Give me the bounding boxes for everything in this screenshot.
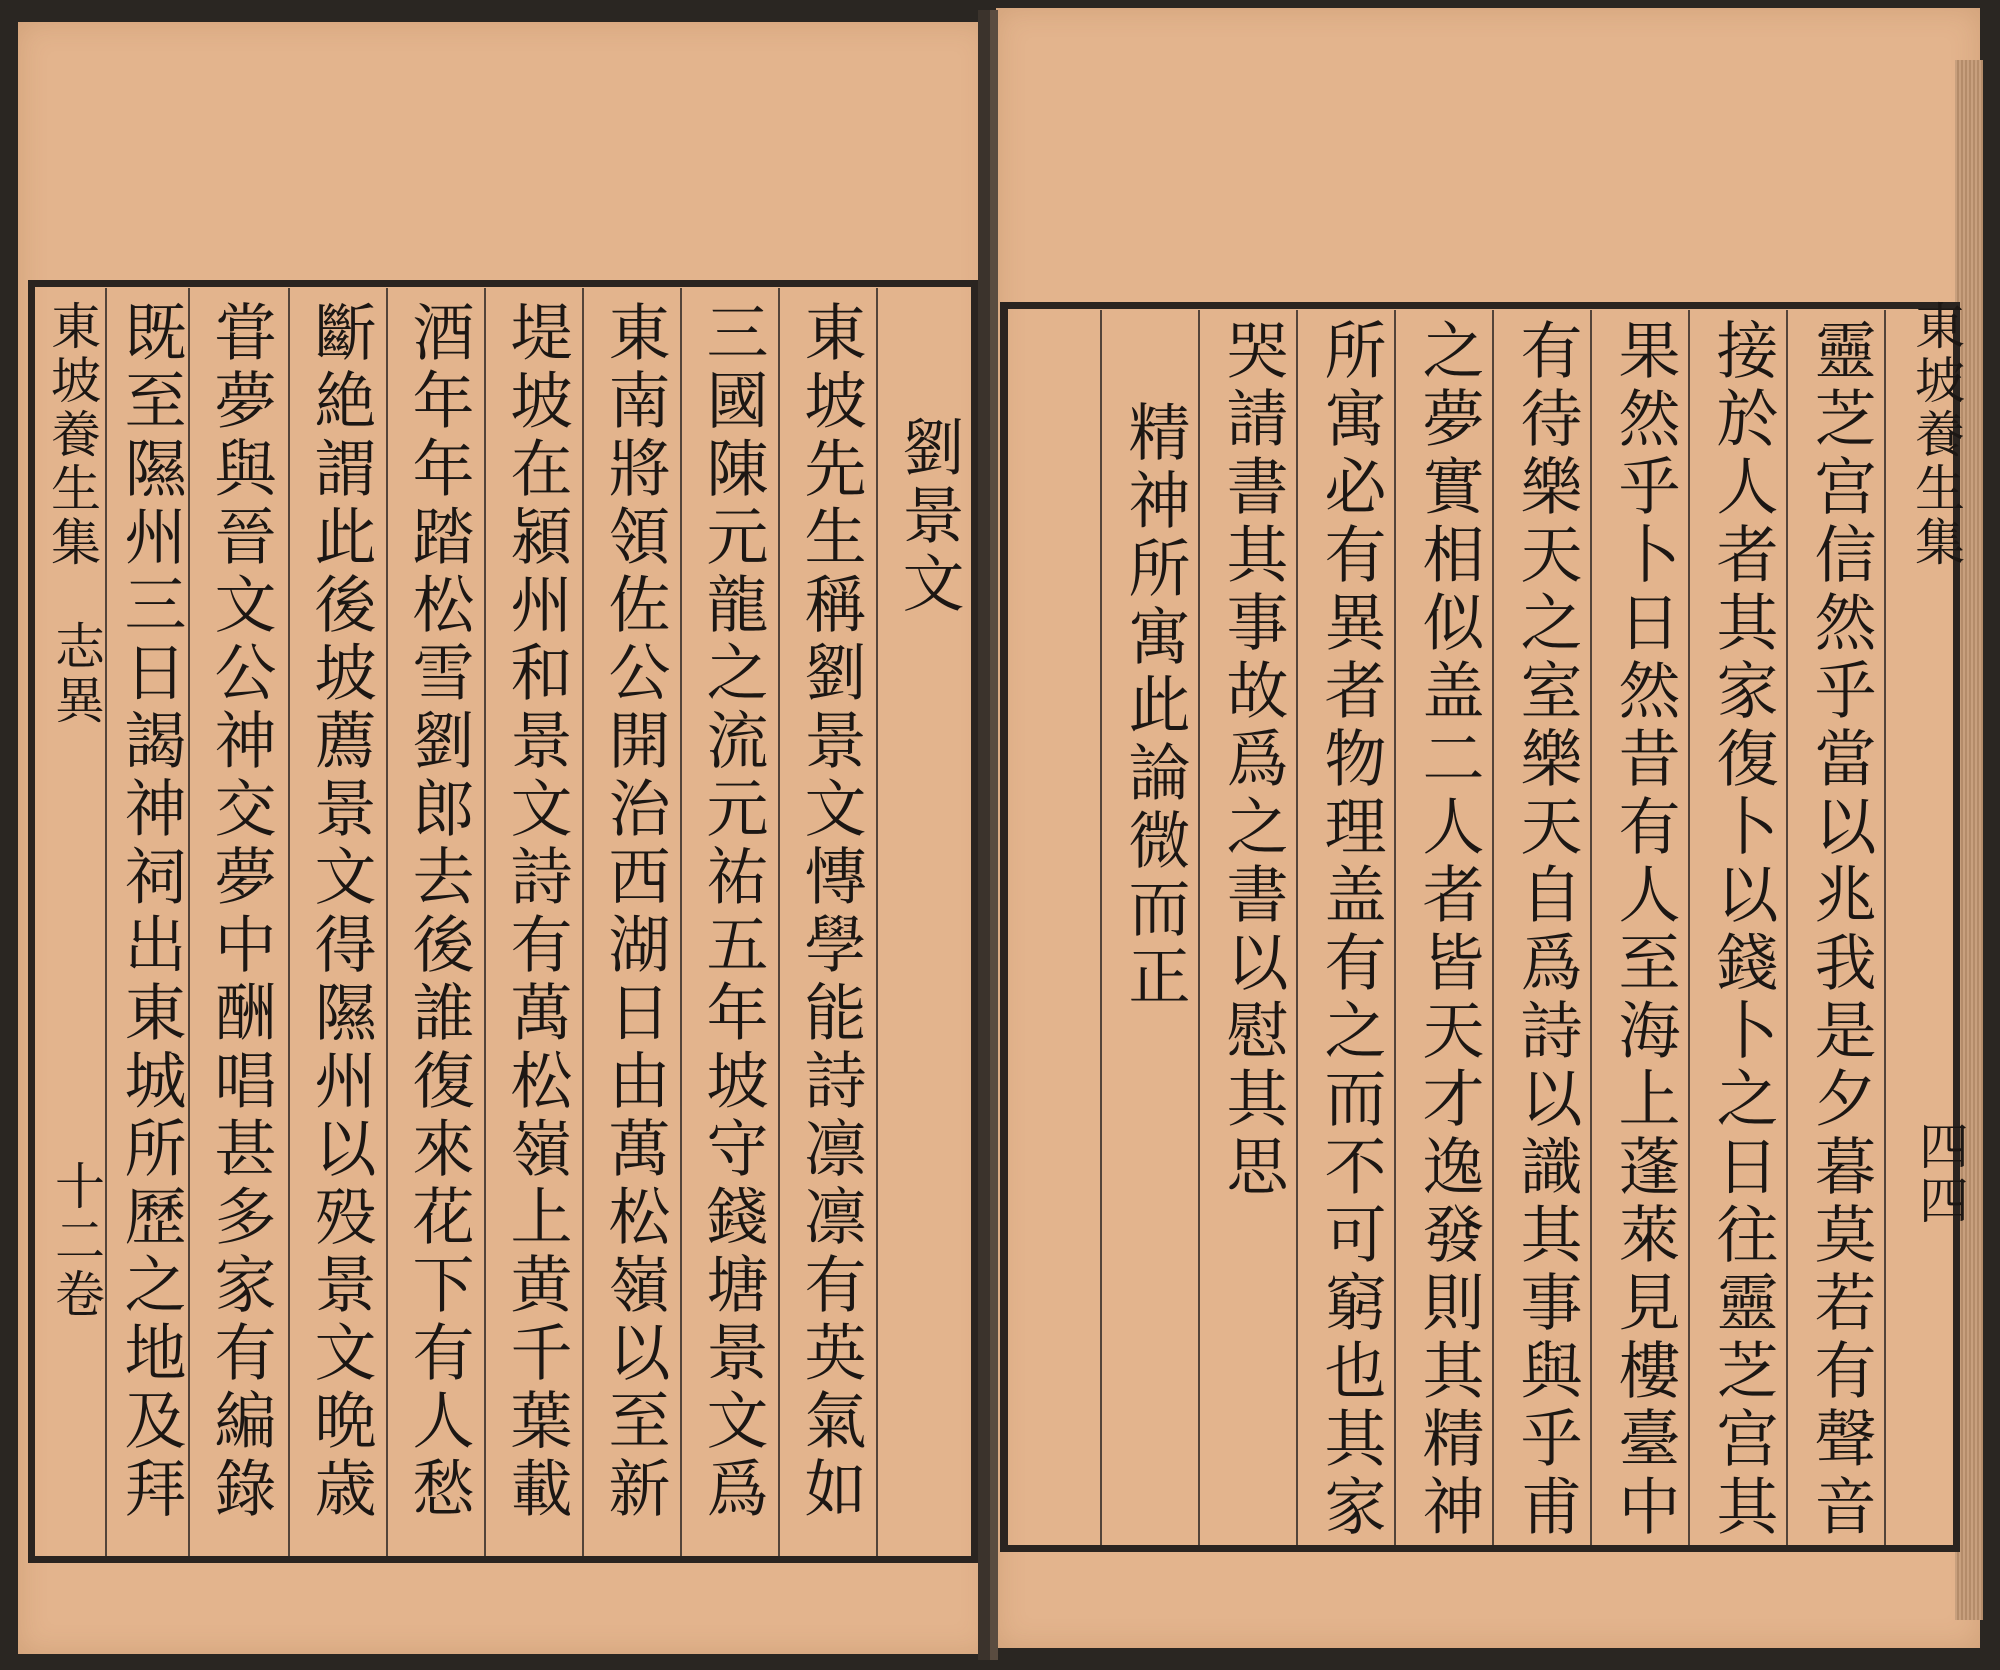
text-column: 三國陳元龍之流元祐五年坡守錢塘景文爲 [696, 300, 769, 1524]
text-column: 靈芝宫信然乎當以兆我是夕暮莫若有聲音 [1804, 318, 1877, 1542]
margin-book-title: 東坡養生集 [43, 300, 101, 570]
text-column: 哭請書其事故爲之書以慰其思 [1216, 318, 1289, 1202]
text-column: 既至隰州三日謁神祠出東城所歷之地及拜 [114, 300, 187, 1524]
book-gutter-shadow [990, 10, 998, 1660]
margin-folio: 十二卷 [47, 1160, 105, 1322]
book-gutter [978, 10, 990, 1660]
margin-book-title: 東坡養生集 [1907, 300, 1965, 570]
text-column: 有待樂天之室樂天自爲詩以識其事與乎甫 [1510, 318, 1583, 1542]
text-column: 酒年年踏松雪劉郎去後誰復來花下有人愁 [402, 300, 475, 1524]
text-column: 果然乎卜日然昔有人至海上蓬萊見樓臺中 [1608, 318, 1681, 1542]
text-column: 甞夢與晉文公神交夢中酬唱甚多家有編錄 [204, 300, 277, 1524]
commentary-column: 精神所寓此論微而正 [1118, 400, 1191, 1012]
section-heading: 劉景文 [892, 415, 965, 619]
margin-folio: 四四 [1911, 1120, 1969, 1228]
text-column: 斷絶謂此後坡薦景文得隰州以殁景文晩歳 [304, 300, 377, 1524]
text-column: 之夢實相似盖二人者皆天才逸發則其精神 [1412, 318, 1485, 1542]
text-column: 所寓必有異者物理盖有之而不可窮也其家 [1314, 318, 1387, 1542]
text-column: 東坡先生稱劉景文慱學能詩凛凛有英氣如 [794, 300, 867, 1524]
text-column: 接於人者其家復卜以錢卜之日往靈芝宫其 [1706, 318, 1779, 1542]
text-column: 東南將領佐公開治西湖日由萬松嶺以至新 [598, 300, 671, 1524]
text-column: 堤坡在潁州和景文詩有萬松嶺上黄千葉載 [500, 300, 573, 1524]
margin-chapter: 志異 [47, 620, 105, 728]
